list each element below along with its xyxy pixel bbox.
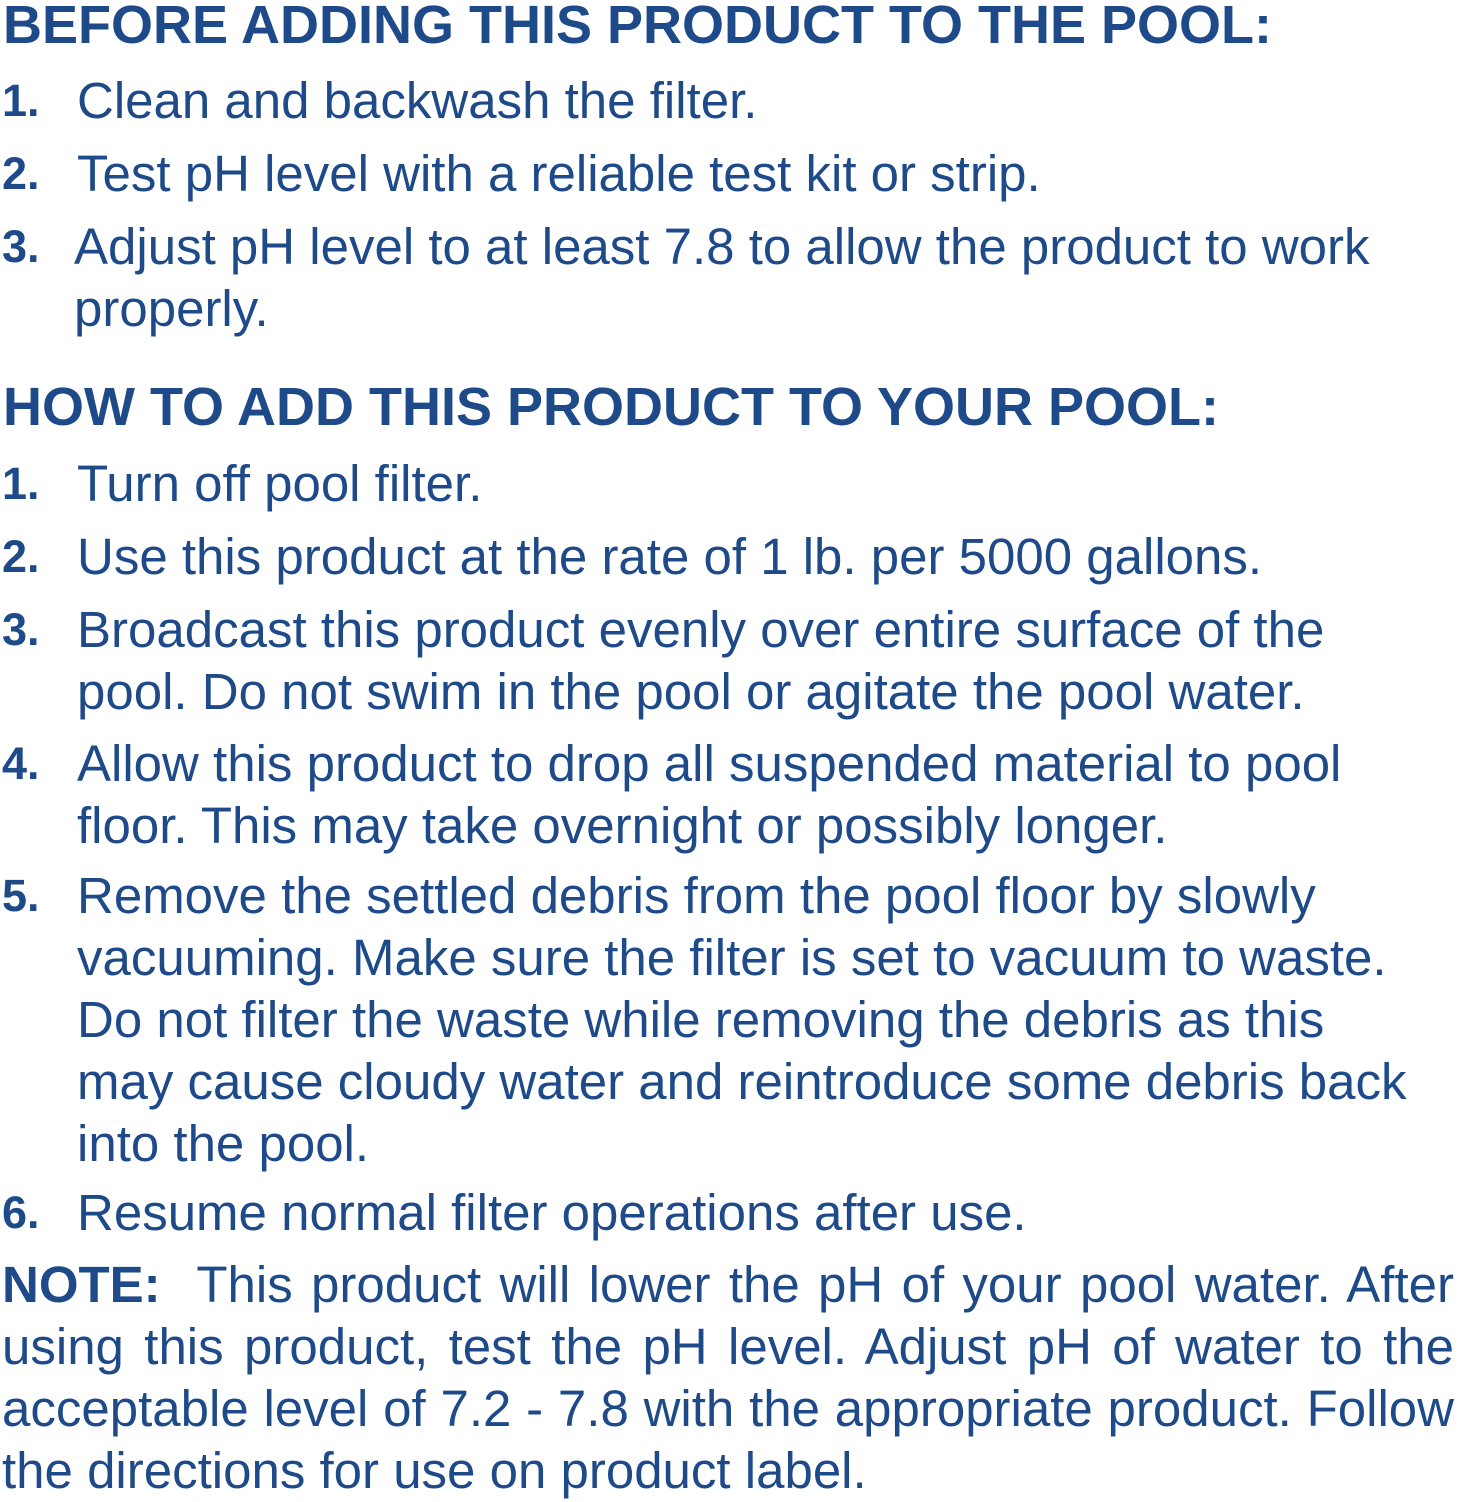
step-number: 5. <box>2 870 40 921</box>
step-text: Test pH level with a reliable test kit or strip. <box>77 145 1041 202</box>
note-text: This product will lower the pH of your pool water. After using this product, test the pH level. Adjust pH of water to the acceptable level of 7.2 - 7.8 with the appropriate product. Follow the directions for use on product label. <box>2 1256 1454 1499</box>
step-text: Clean and backwash the filter. <box>77 72 758 129</box>
note-paragraph <box>2 1254 1454 1502</box>
step-number: 3. <box>2 604 40 655</box>
step-number: 2. <box>2 148 40 199</box>
how-to-add-heading: HOW TO ADD THIS PRODUCT TO YOUR POOL: <box>3 377 1220 437</box>
step-text: Allow this product to drop all suspended material to pool floor. This may take overnight or possibly longer. <box>77 735 1342 854</box>
before-adding-heading: BEFORE ADDING THIS PRODUCT TO THE POOL: <box>3 0 1273 55</box>
step-text: Turn off pool filter. <box>77 455 483 512</box>
step-text: Use this product at the rate of 1 lb. per 5000 gallons. <box>77 528 1263 585</box>
step-number: 6. <box>2 1187 40 1238</box>
step-text: Broadcast this product evenly over entire surface of the pool. Do not swim in the pool or agitate the pool water. <box>77 601 1325 720</box>
step-number: 3. <box>2 221 40 272</box>
step-number: 4. <box>2 738 40 789</box>
step-number: 2. <box>2 531 40 582</box>
step-number: 1. <box>2 458 40 509</box>
step-text: Adjust pH level to at least 7.8 to allow the product to work properly. <box>74 218 1370 337</box>
step-text: Resume normal filter operations after use. <box>77 1184 1027 1241</box>
step-number: 1. <box>2 75 40 126</box>
step-text: Remove the settled debris from the pool floor by slowly vacuuming. Make sure the filter is set to vacuum to waste. Do not filter the waste while removing the debris as this may cause cloudy water and reintroduce some debris back into the pool. <box>77 867 1407 1172</box>
note-label: NOTE: <box>2 1256 161 1313</box>
